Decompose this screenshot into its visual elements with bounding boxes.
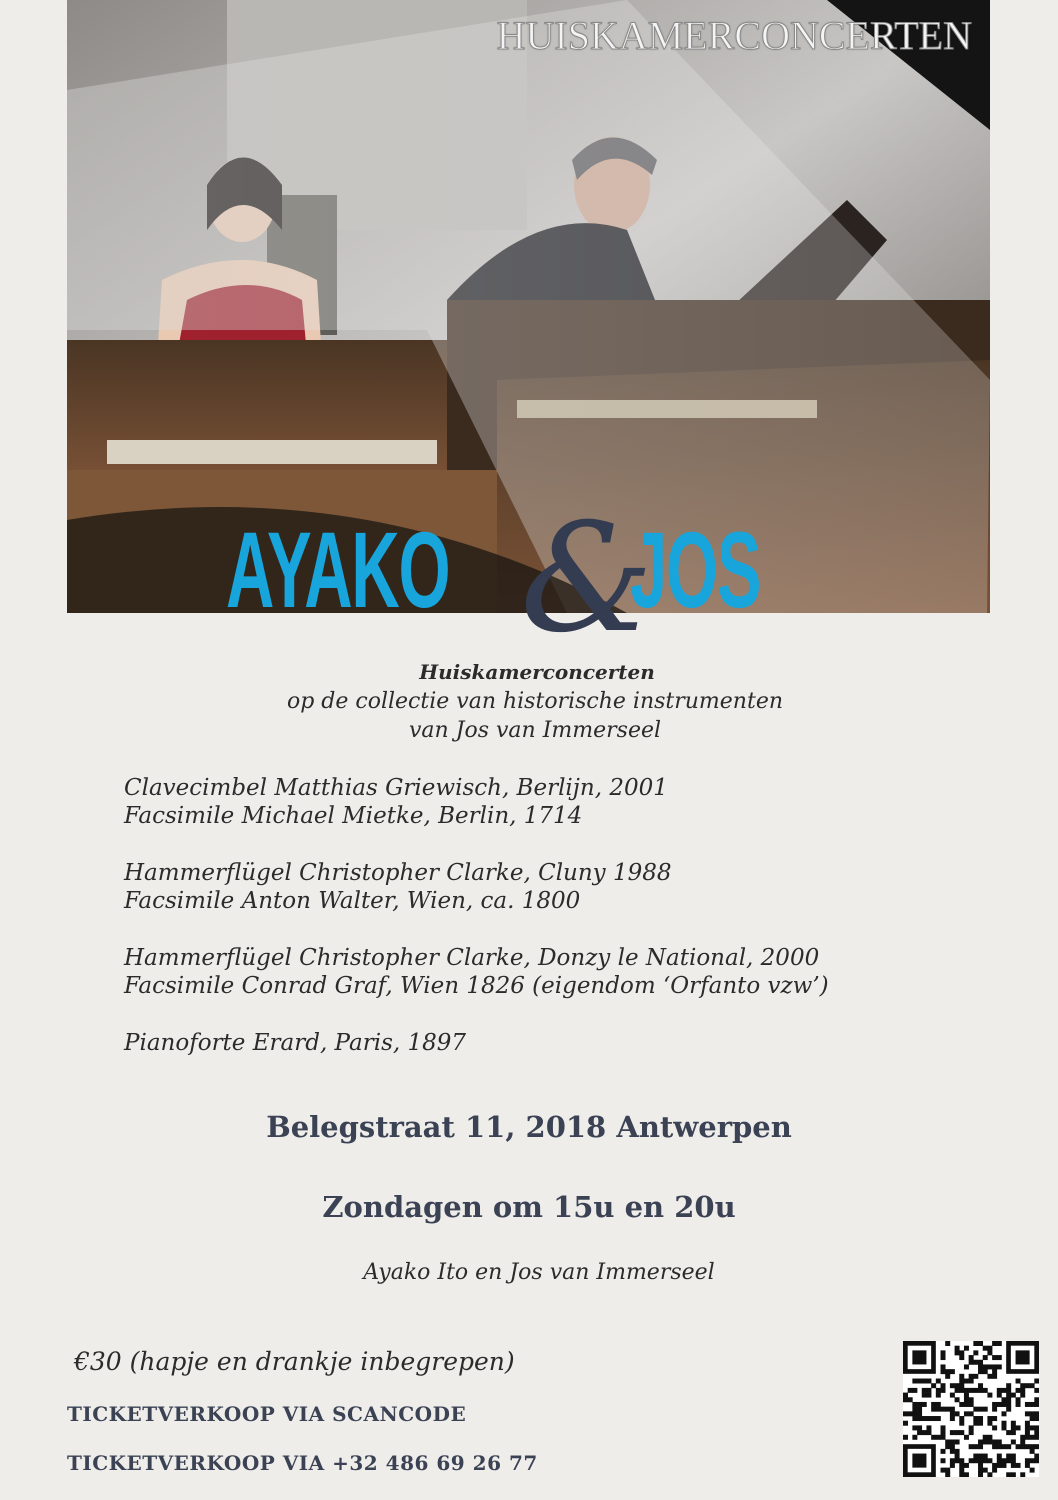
instrument-item [124, 1029, 829, 1057]
concert-times: Zondagen om 15u en 20u [322, 1190, 736, 1224]
header-title: HUISKAMERCONCERTEN [496, 13, 972, 58]
instrument-line: Hammerflügel Christopher Clarke, Cluny 1988 [124, 860, 672, 886]
subtitle-line-2: van Jos van Immerseel [408, 718, 662, 743]
instrument-line: Facsimile Michael Mietke, Berlin, 1714 [124, 803, 583, 829]
title-ayako: AYAKO [226, 509, 450, 630]
instrument-line: Facsimile Anton Walter, Wien, ca. 1800 [124, 888, 581, 914]
concert-title [220, 492, 820, 666]
instrument-item [124, 774, 829, 830]
ticket-scan-info: TICKETVERKOOP VIA SCANCODE [67, 1402, 467, 1426]
instrument-line: Hammerflügel Christopher Clarke, Donzy le National, 2000 [124, 945, 820, 971]
instrument-line: Clavecimbel Matthias Griewisch, Berlijn, 2001 [124, 775, 668, 801]
venue-address: Belegstraat 11, 2018 Antwerpen [266, 1110, 792, 1144]
qr-code-graphic [903, 1341, 1039, 1477]
instrument-line: Facsimile Conrad Graf, Wien 1826 (eigendom ‘Orfanto vzw’) [124, 973, 829, 999]
performers: Ayako Ito en Jos van Immerseel [363, 1260, 715, 1285]
ticket-phone-info[interactable]: TICKETVERKOOP VIA +32 486 69 26 77 [67, 1451, 538, 1475]
instrument-item [124, 859, 829, 915]
qr-code-icon[interactable] [903, 1341, 1039, 1477]
instrument-line: Pianoforte Erard, Paris, 1897 [124, 1030, 467, 1056]
instrument-item [124, 944, 829, 1000]
instrument-list [124, 774, 829, 1086]
title-jos: JOS [630, 509, 761, 630]
title-ampersand: & [520, 492, 654, 666]
subtitle-line-1: op de collectie van historische instrumenten [286, 689, 784, 714]
subtitle-heading: Huiskamerconcerten [419, 660, 655, 684]
ticket-price: €30 (hapje en drankje inbegrepen) [74, 1347, 515, 1376]
